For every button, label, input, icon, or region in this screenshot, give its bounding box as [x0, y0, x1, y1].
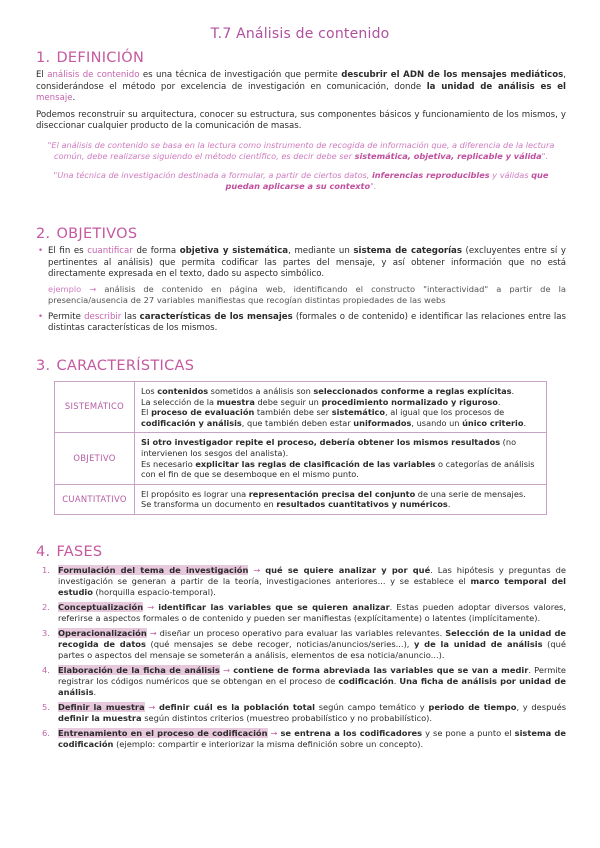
section-heading	[36, 358, 566, 374]
phases-list	[36, 565, 566, 750]
heading-text: DEFINICIÓN	[56, 50, 145, 66]
list-item: 4. Elaboración de la ficha de análisis → contiene de forma abreviada las variables que se van a medir. Permite registrar los códigos numéricos que se obtengan en el proceso de codificación. Una ficha de análisis por unidad de análisis.	[42, 665, 567, 697]
list-item: 2. Conceptualización → identificar las variables que se quieren analizar. Estas pueden adoptar diversos valores, referirse a aspectos formales o de contenido y pueden ser manifiestas (explícitamente) o latentes (implícitamente).	[42, 602, 567, 623]
quote-2: "Una técnica de investigación destinada a formular, a partir de ciertos datos, inferencias reproducibles y válidas que puedan aplicarse a su contexto".	[53, 169, 549, 191]
objective-bullet-1: • El fin es cuantificar de forma objetiva y sistemática, mediante un sistema de categorías (excluyentes entre sí y pertinentes al análisis) que permita codificar las partes del mensaje, y así obtener información que no está directamente expresada en el texto, dado su aspecto simbólico.	[38, 246, 566, 279]
arrow-icon: →	[89, 283, 97, 294]
heading-number: 2.	[36, 226, 51, 242]
section-definicion	[36, 50, 566, 192]
row-key: CUANTITATIVO	[55, 484, 135, 514]
arrow-icon: →	[270, 728, 278, 738]
list-item: 3. Operacionalización → diseñar un proceso operativo para evaluar las variables relevantes. Selección de la unidad de recogida de datos (qué mensajes se debe recoger, noticias/anuncios/series...), y de la unidad de análisis (qué partes o aspectos del mensaje se someterán a análisis, elementos de esa noticia/anuncio...).	[42, 628, 567, 660]
list-item: 6. Entrenamiento en el proceso de codificación → se entrena a los codificadores y se pone a punto el sistema de codificación (ejemplo: compartir e interiorizar la misma definición sobre un concepto).	[42, 728, 566, 749]
table-row	[55, 433, 547, 484]
row-value: Si otro investigador repite el proceso, debería obtener los mismos resultados (no intervienen los sesgos del analista). Es necesario explicitar las reglas de clasificación de las variables o categorías de análisis con el fin de que se desemboque en el mismo punto.	[135, 433, 547, 484]
arrow-icon: →	[149, 628, 157, 638]
arrow-icon: →	[253, 565, 261, 575]
heading-number: 1.	[36, 50, 51, 66]
row-key: SISTEMÁTICO	[55, 382, 135, 433]
quote-1: "El análisis de contenido se basa en la lectura como instrumento de recogida de información que, a diferencia de la lectura común, debe realizarse siguiendo el método científico, es decir debe ser sistemática, objetiva, replicable y válida".	[47, 139, 555, 161]
bullet-icon: •	[38, 311, 44, 322]
list-item: 5. Definir la muestra → definir cuál es la población total según campo temático y periodo de tiempo, y después definir la muestra según distintos criterios (muestreo probabilístico y no probabilístico).	[42, 702, 567, 723]
heading-text: OBJETIVOS	[56, 226, 138, 242]
list-item: 1. Formulación del tema de investigación → qué se quiere analizar y por qué. Las hipótesis y preguntas de investigación se generan a partir de la teoría, investigaciones anteriores... y se establece el marco temporal del estudio (horquilla espacio-temporal).	[42, 565, 566, 597]
section-objetivos	[36, 226, 566, 335]
heading-text: FASES	[56, 544, 103, 560]
bullet-icon: •	[38, 246, 44, 256]
definition-paragraph: El análisis de contenido es una técnica de investigación que permite descubrir el ADN de los mensajes mediáticos, considerándose el método por excelencia de investigación en comunicación, donde la unidad de análisis es el mensaje.	[36, 70, 566, 103]
heading-number: 4.	[36, 544, 51, 560]
structure-paragraph: Podemos reconstruir su arquitectura, conocer su estructura, sus componentes básicos y funcionamiento de los mismos, y diseccionar cualquier producto de la comunicación de masas.	[36, 109, 566, 131]
example-note: ejemplo → análisis de contenido en página web, identificando el constructo "interactividad" a partir de la presencia/ausencia de 27 variables manifiestas que recogían distintas propiedades de las webs	[48, 283, 566, 305]
row-value: El propósito es lograr una representación precisa del conjunto de una serie de mensajes. Se transforma un documento en resultados cuantitativos y numéricos.	[135, 484, 547, 514]
arrow-icon: →	[147, 602, 155, 612]
heading-number: 3.	[36, 358, 51, 374]
objective-bullet-2: • Permite describir las características de los mensajes (formales o de contenido) e identificar las relaciones entre las distintas características de los mismos.	[38, 311, 566, 333]
row-key: OBJETIVO	[55, 433, 135, 484]
section-fases	[36, 544, 566, 754]
characteristics-table	[54, 381, 547, 515]
arrow-icon: →	[148, 702, 156, 712]
table-row	[55, 382, 547, 433]
row-value: Los contenidos sometidos a análisis son seleccionados conforme a reglas explícitas. La selección de la muestra debe seguir un procedimiento normalizado y riguroso. El proceso de evaluación también debe ser sistemático, al igual que los procesos de codificación y análisis, que también deben estar uniformados, usando un único criterio.	[135, 382, 547, 433]
heading-text: CARACTERÍSTICAS	[56, 358, 195, 374]
section-heading	[36, 544, 566, 560]
table-row	[55, 484, 547, 514]
document-title: T.7 Análisis de contenido	[210, 26, 390, 42]
section-caracteristicas	[36, 358, 566, 515]
section-heading	[36, 50, 566, 66]
section-heading	[36, 226, 566, 242]
arrow-icon: →	[223, 665, 231, 675]
